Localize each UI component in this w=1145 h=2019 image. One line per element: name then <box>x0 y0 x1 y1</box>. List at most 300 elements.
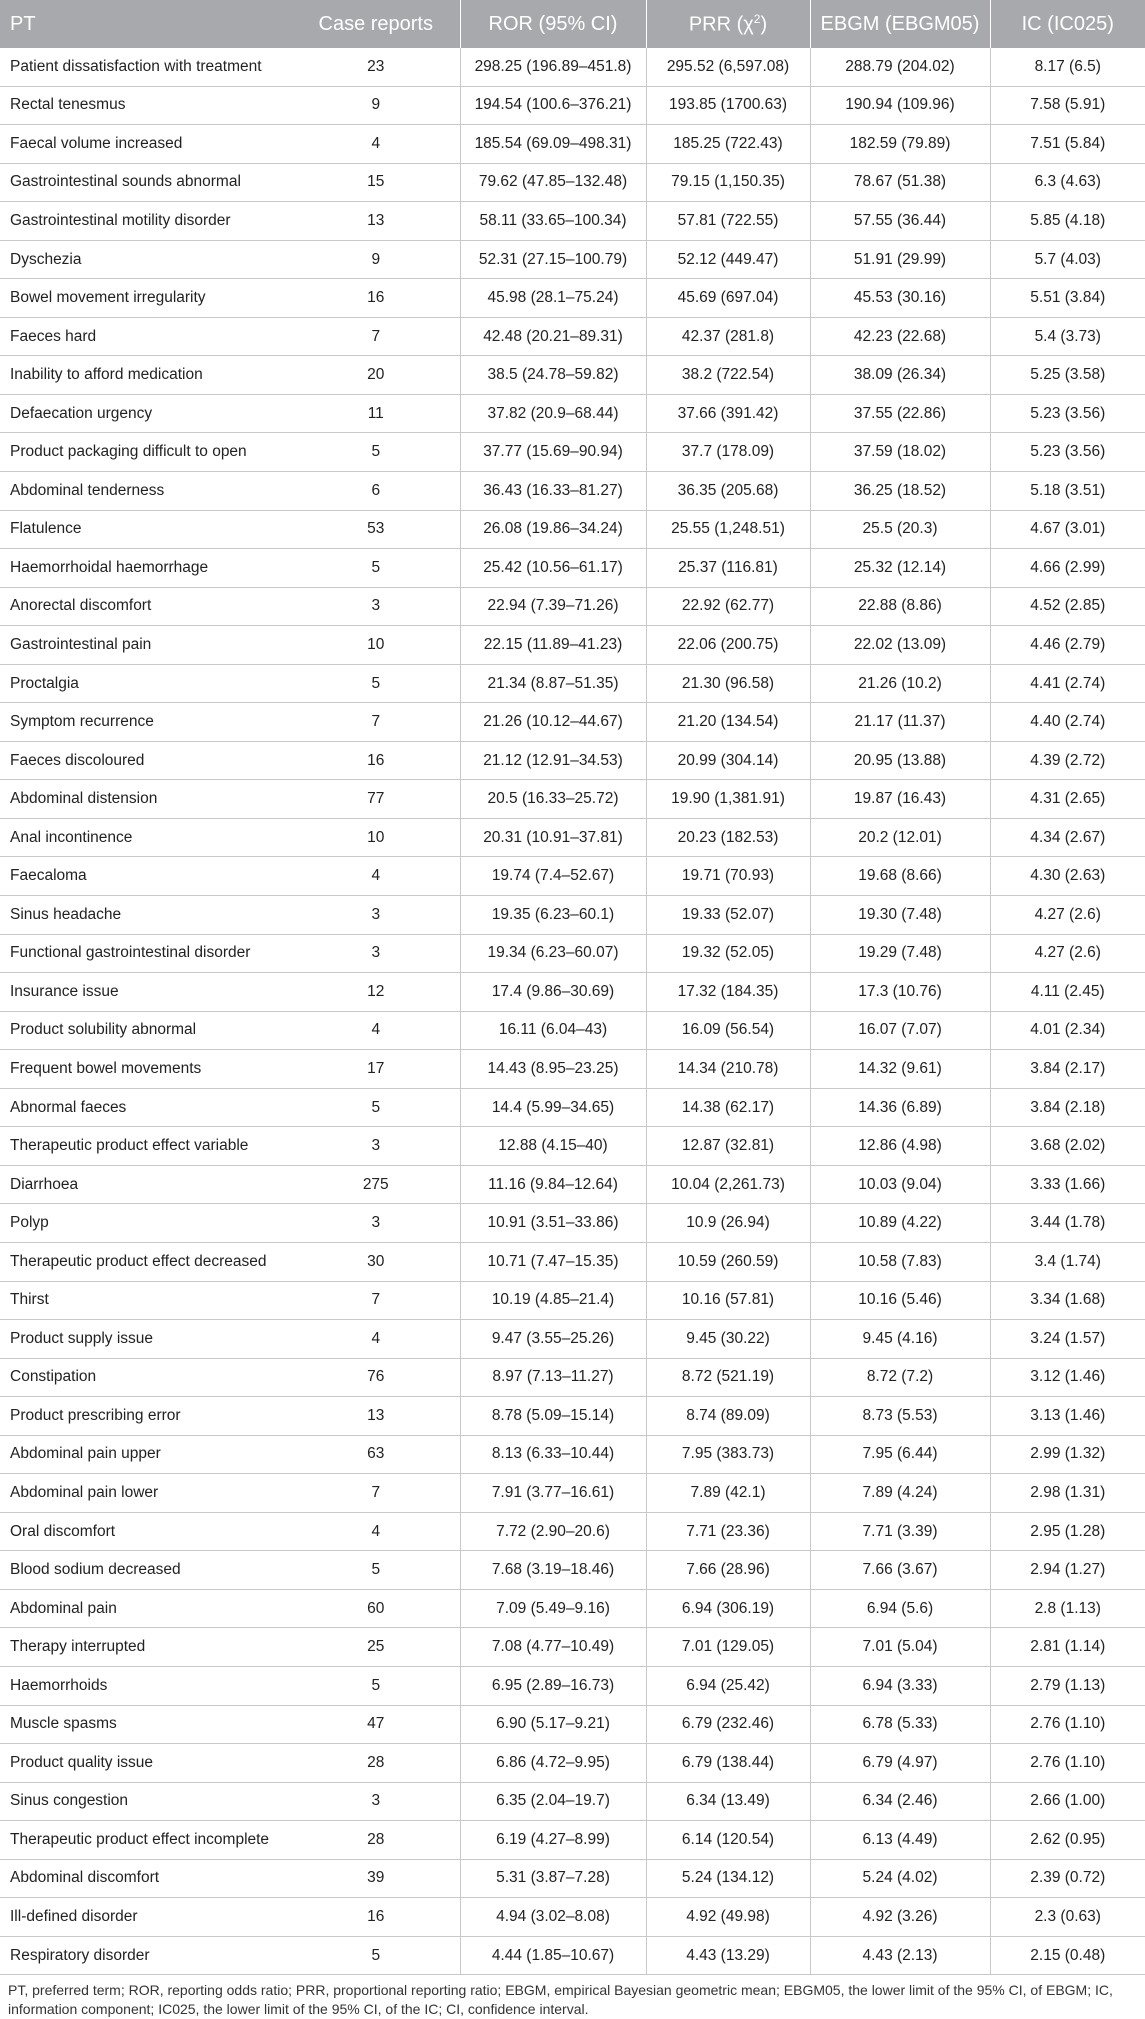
table-row <box>0 1088 1145 1127</box>
ror-cell: 9.47 (3.55–25.26) <box>460 1320 646 1359</box>
prr-cell: 4.92 (49.98) <box>646 1898 810 1937</box>
prr-cell: 20.99 (304.14) <box>646 741 810 780</box>
ebgm-cell: 42.23 (22.68) <box>810 317 990 356</box>
ic-cell: 8.17 (6.5) <box>990 48 1145 86</box>
pt-cell: Faeces discoloured <box>0 741 292 780</box>
prr-cell: 7.01 (129.05) <box>646 1628 810 1667</box>
ic-cell: 4.41 (2.74) <box>990 664 1145 703</box>
ror-cell: 25.42 (10.56–61.17) <box>460 549 646 588</box>
ror-cell: 22.94 (7.39–71.26) <box>460 587 646 626</box>
prr-cell: 193.85 (1700.63) <box>646 86 810 125</box>
case-reports-cell: 16 <box>292 741 460 780</box>
ror-cell: 21.34 (8.87–51.35) <box>460 664 646 703</box>
case-reports-cell: 30 <box>292 1242 460 1281</box>
ic-cell: 2.3 (0.63) <box>990 1898 1145 1937</box>
ebgm-cell: 6.78 (5.33) <box>810 1705 990 1744</box>
ebgm-cell: 12.86 (4.98) <box>810 1127 990 1166</box>
case-reports-cell: 7 <box>292 703 460 742</box>
case-reports-cell: 275 <box>292 1165 460 1204</box>
ic-cell: 5.51 (3.84) <box>990 279 1145 318</box>
pt-cell: Dyschezia <box>0 240 292 279</box>
pt-cell: Gastrointestinal pain <box>0 626 292 665</box>
table-row <box>0 1744 1145 1783</box>
prr-cell: 6.79 (138.44) <box>646 1744 810 1783</box>
case-reports-cell: 4 <box>292 1320 460 1359</box>
ic-cell: 2.76 (1.10) <box>990 1744 1145 1783</box>
pt-cell: Rectal tenesmus <box>0 86 292 125</box>
pt-cell: Patient dissatisfaction with treatment <box>0 48 292 86</box>
ror-cell: 17.4 (9.86–30.69) <box>460 973 646 1012</box>
header-pt: PT <box>0 0 292 48</box>
pt-cell: Symptom recurrence <box>0 703 292 742</box>
ror-cell: 11.16 (9.84–12.64) <box>460 1165 646 1204</box>
case-reports-cell: 10 <box>292 818 460 857</box>
ic-cell: 4.66 (2.99) <box>990 549 1145 588</box>
ebgm-cell: 36.25 (18.52) <box>810 472 990 511</box>
prr-cell: 6.94 (306.19) <box>646 1589 810 1628</box>
table-row <box>0 1397 1145 1436</box>
ebgm-cell: 37.59 (18.02) <box>810 433 990 472</box>
table-row <box>0 279 1145 318</box>
ror-cell: 19.34 (6.23–60.07) <box>460 934 646 973</box>
ebgm-cell: 25.5 (20.3) <box>810 510 990 549</box>
ror-cell: 45.98 (28.1–75.24) <box>460 279 646 318</box>
ebgm-cell: 38.09 (26.34) <box>810 356 990 395</box>
case-reports-cell: 9 <box>292 240 460 279</box>
case-reports-cell: 13 <box>292 202 460 241</box>
case-reports-cell: 4 <box>292 125 460 164</box>
table-row <box>0 86 1145 125</box>
prr-cell: 10.59 (260.59) <box>646 1242 810 1281</box>
case-reports-cell: 53 <box>292 510 460 549</box>
table-row <box>0 1242 1145 1281</box>
header-ror: ROR (95% CI) <box>460 0 646 48</box>
ebgm-cell: 37.55 (22.86) <box>810 394 990 433</box>
ic-cell: 5.18 (3.51) <box>990 472 1145 511</box>
ebgm-cell: 45.53 (30.16) <box>810 279 990 318</box>
pt-cell: Abdominal distension <box>0 780 292 819</box>
table-row <box>0 1435 1145 1474</box>
case-reports-cell: 39 <box>292 1859 460 1898</box>
table-row <box>0 1358 1145 1397</box>
table-row <box>0 1705 1145 1744</box>
ic-cell: 2.95 (1.28) <box>990 1512 1145 1551</box>
table-row <box>0 857 1145 896</box>
table-row <box>0 1898 1145 1937</box>
case-reports-cell: 3 <box>292 1782 460 1821</box>
ror-cell: 6.95 (2.89–16.73) <box>460 1666 646 1705</box>
case-reports-cell: 60 <box>292 1589 460 1628</box>
ebgm-cell: 19.68 (8.66) <box>810 857 990 896</box>
case-reports-cell: 5 <box>292 1666 460 1705</box>
ic-cell: 3.4 (1.74) <box>990 1242 1145 1281</box>
case-reports-cell: 13 <box>292 1397 460 1436</box>
ebgm-cell: 182.59 (79.89) <box>810 125 990 164</box>
case-reports-cell: 3 <box>292 587 460 626</box>
ic-cell: 2.15 (0.48) <box>990 1936 1145 1975</box>
pt-cell: Sinus headache <box>0 896 292 935</box>
table-body <box>0 48 1145 1975</box>
prr-cell: 37.7 (178.09) <box>646 433 810 472</box>
ror-cell: 58.11 (33.65–100.34) <box>460 202 646 241</box>
ebgm-cell: 21.17 (11.37) <box>810 703 990 742</box>
table-row <box>0 1628 1145 1667</box>
table-row <box>0 1666 1145 1705</box>
case-reports-cell: 10 <box>292 626 460 665</box>
ebgm-cell: 7.01 (5.04) <box>810 1628 990 1667</box>
ror-cell: 14.4 (5.99–34.65) <box>460 1088 646 1127</box>
table-row <box>0 202 1145 241</box>
ic-cell: 3.33 (1.66) <box>990 1165 1145 1204</box>
ic-cell: 4.46 (2.79) <box>990 626 1145 665</box>
ic-cell: 7.58 (5.91) <box>990 86 1145 125</box>
case-reports-cell: 20 <box>292 356 460 395</box>
table-row <box>0 1821 1145 1860</box>
ror-cell: 6.86 (4.72–9.95) <box>460 1744 646 1783</box>
ror-cell: 10.71 (7.47–15.35) <box>460 1242 646 1281</box>
ebgm-cell: 10.58 (7.83) <box>810 1242 990 1281</box>
ebgm-cell: 14.32 (9.61) <box>810 1050 990 1089</box>
table-row <box>0 1589 1145 1628</box>
ebgm-cell: 10.16 (5.46) <box>810 1281 990 1320</box>
table-row <box>0 818 1145 857</box>
table-row <box>0 240 1145 279</box>
ebgm-cell: 19.29 (7.48) <box>810 934 990 973</box>
table-row <box>0 356 1145 395</box>
case-reports-cell: 7 <box>292 317 460 356</box>
ic-cell: 4.11 (2.45) <box>990 973 1145 1012</box>
table-row <box>0 1474 1145 1513</box>
prr-cell: 19.90 (1,381.91) <box>646 780 810 819</box>
ebgm-cell: 7.66 (3.67) <box>810 1551 990 1590</box>
ic-cell: 3.84 (2.17) <box>990 1050 1145 1089</box>
pt-cell: Abdominal discomfort <box>0 1859 292 1898</box>
ror-cell: 20.31 (10.91–37.81) <box>460 818 646 857</box>
ebgm-cell: 190.94 (109.96) <box>810 86 990 125</box>
ebgm-cell: 20.95 (13.88) <box>810 741 990 780</box>
case-reports-cell: 47 <box>292 1705 460 1744</box>
table-row <box>0 703 1145 742</box>
table-row <box>0 317 1145 356</box>
ror-cell: 37.77 (15.69–90.94) <box>460 433 646 472</box>
prr-cell: 14.34 (210.78) <box>646 1050 810 1089</box>
ic-cell: 3.44 (1.78) <box>990 1204 1145 1243</box>
pt-cell: Faecaloma <box>0 857 292 896</box>
case-reports-cell: 3 <box>292 934 460 973</box>
pt-cell: Product quality issue <box>0 1744 292 1783</box>
prr-cell: 16.09 (56.54) <box>646 1011 810 1050</box>
case-reports-cell: 4 <box>292 1512 460 1551</box>
ic-cell: 2.62 (0.95) <box>990 1821 1145 1860</box>
ebgm-cell: 22.88 (8.86) <box>810 587 990 626</box>
ic-cell: 4.27 (2.6) <box>990 896 1145 935</box>
ror-cell: 194.54 (100.6–376.21) <box>460 86 646 125</box>
ebgm-cell: 78.67 (51.38) <box>810 163 990 202</box>
table-row <box>0 587 1145 626</box>
table-row <box>0 48 1145 86</box>
ic-cell: 4.01 (2.34) <box>990 1011 1145 1050</box>
ror-cell: 37.82 (20.9–68.44) <box>460 394 646 433</box>
pt-cell: Abdominal tenderness <box>0 472 292 511</box>
prr-cell: 22.92 (62.77) <box>646 587 810 626</box>
ror-cell: 4.44 (1.85–10.67) <box>460 1936 646 1975</box>
ebgm-cell: 19.87 (16.43) <box>810 780 990 819</box>
pt-cell: Faeces hard <box>0 317 292 356</box>
header-prr-suffix: ) <box>760 13 768 36</box>
ror-cell: 7.08 (4.77–10.49) <box>460 1628 646 1667</box>
ror-cell: 7.09 (5.49–9.16) <box>460 1589 646 1628</box>
prr-cell: 57.81 (722.55) <box>646 202 810 241</box>
ebgm-cell: 22.02 (13.09) <box>810 626 990 665</box>
pt-cell: Muscle spasms <box>0 1705 292 1744</box>
case-reports-cell: 25 <box>292 1628 460 1667</box>
prr-cell: 79.15 (1,150.35) <box>646 163 810 202</box>
ror-cell: 19.35 (6.23–60.1) <box>460 896 646 935</box>
ror-cell: 10.19 (4.85–21.4) <box>460 1281 646 1320</box>
ror-cell: 21.12 (12.91–34.53) <box>460 741 646 780</box>
case-reports-cell: 23 <box>292 48 460 86</box>
ror-cell: 8.78 (5.09–15.14) <box>460 1397 646 1436</box>
table-row <box>0 510 1145 549</box>
ebgm-cell: 6.94 (3.33) <box>810 1666 990 1705</box>
ic-cell: 3.24 (1.57) <box>990 1320 1145 1359</box>
ror-cell: 5.31 (3.87–7.28) <box>460 1859 646 1898</box>
case-reports-cell: 15 <box>292 163 460 202</box>
ebgm-cell: 20.2 (12.01) <box>810 818 990 857</box>
header-ebgm: EBGM (EBGM05) <box>810 0 990 48</box>
pt-cell: Respiratory disorder <box>0 1936 292 1975</box>
pt-cell: Thirst <box>0 1281 292 1320</box>
ebgm-cell: 6.94 (5.6) <box>810 1589 990 1628</box>
case-reports-cell: 16 <box>292 1898 460 1937</box>
case-reports-cell: 63 <box>292 1435 460 1474</box>
ror-cell: 6.19 (4.27–8.99) <box>460 1821 646 1860</box>
ebgm-cell: 6.79 (4.97) <box>810 1744 990 1783</box>
prr-cell: 7.89 (42.1) <box>646 1474 810 1513</box>
ic-cell: 4.39 (2.72) <box>990 741 1145 780</box>
pt-cell: Abdominal pain <box>0 1589 292 1628</box>
ic-cell: 3.34 (1.68) <box>990 1281 1145 1320</box>
prr-cell: 20.23 (182.53) <box>646 818 810 857</box>
ror-cell: 42.48 (20.21–89.31) <box>460 317 646 356</box>
pt-cell: Therapeutic product effect incomplete <box>0 1821 292 1860</box>
table-row <box>0 1127 1145 1166</box>
pt-cell: Constipation <box>0 1358 292 1397</box>
pt-cell: Therapy interrupted <box>0 1628 292 1667</box>
pt-cell: Product prescribing error <box>0 1397 292 1436</box>
pt-cell: Anorectal discomfort <box>0 587 292 626</box>
pt-cell: Bowel movement irregularity <box>0 279 292 318</box>
case-reports-cell: 7 <box>292 1474 460 1513</box>
pt-cell: Insurance issue <box>0 973 292 1012</box>
ebgm-cell: 16.07 (7.07) <box>810 1011 990 1050</box>
table-row <box>0 934 1145 973</box>
ebgm-cell: 10.03 (9.04) <box>810 1165 990 1204</box>
ror-cell: 8.13 (6.33–10.44) <box>460 1435 646 1474</box>
table-row <box>0 549 1145 588</box>
ic-cell: 2.99 (1.32) <box>990 1435 1145 1474</box>
ebgm-cell: 9.45 (4.16) <box>810 1320 990 1359</box>
ic-cell: 3.12 (1.46) <box>990 1358 1145 1397</box>
ror-cell: 185.54 (69.09–498.31) <box>460 125 646 164</box>
ic-cell: 3.13 (1.46) <box>990 1397 1145 1436</box>
ebgm-cell: 19.30 (7.48) <box>810 896 990 935</box>
ic-cell: 4.27 (2.6) <box>990 934 1145 973</box>
prr-cell: 295.52 (6,597.08) <box>646 48 810 86</box>
table-row <box>0 1320 1145 1359</box>
table-row <box>0 433 1145 472</box>
prr-cell: 6.14 (120.54) <box>646 1821 810 1860</box>
prr-cell: 19.32 (52.05) <box>646 934 810 973</box>
ic-cell: 2.81 (1.14) <box>990 1628 1145 1667</box>
case-reports-cell: 5 <box>292 664 460 703</box>
ic-cell: 5.25 (3.58) <box>990 356 1145 395</box>
case-reports-cell: 12 <box>292 973 460 1012</box>
pt-cell: Product packaging difficult to open <box>0 433 292 472</box>
ic-cell: 2.8 (1.13) <box>990 1589 1145 1628</box>
ebgm-cell: 21.26 (10.2) <box>810 664 990 703</box>
ror-cell: 12.88 (4.15–40) <box>460 1127 646 1166</box>
prr-cell: 45.69 (697.04) <box>646 279 810 318</box>
pt-cell: Inability to afford medication <box>0 356 292 395</box>
table-row <box>0 1165 1145 1204</box>
ic-cell: 2.76 (1.10) <box>990 1705 1145 1744</box>
ebgm-cell: 288.79 (204.02) <box>810 48 990 86</box>
prr-cell: 4.43 (13.29) <box>646 1936 810 1975</box>
ror-cell: 19.74 (7.4–52.67) <box>460 857 646 896</box>
prr-cell: 42.37 (281.8) <box>646 317 810 356</box>
prr-cell: 7.95 (383.73) <box>646 1435 810 1474</box>
case-reports-cell: 4 <box>292 1011 460 1050</box>
table-row <box>0 1512 1145 1551</box>
prr-cell: 7.71 (23.36) <box>646 1512 810 1551</box>
ebgm-cell: 7.71 (3.39) <box>810 1512 990 1551</box>
pt-cell: Haemorrhoids <box>0 1666 292 1705</box>
ic-cell: 7.51 (5.84) <box>990 125 1145 164</box>
case-reports-cell: 5 <box>292 1551 460 1590</box>
ic-cell: 4.34 (2.67) <box>990 818 1145 857</box>
pt-cell: Gastrointestinal sounds abnormal <box>0 163 292 202</box>
table-row <box>0 1011 1145 1050</box>
ebgm-cell: 6.34 (2.46) <box>810 1782 990 1821</box>
case-reports-cell: 3 <box>292 1204 460 1243</box>
ebgm-cell: 7.89 (4.24) <box>810 1474 990 1513</box>
case-reports-cell: 11 <box>292 394 460 433</box>
prr-cell: 22.06 (200.75) <box>646 626 810 665</box>
ror-cell: 10.91 (3.51–33.86) <box>460 1204 646 1243</box>
pt-cell: Ill-defined disorder <box>0 1898 292 1937</box>
ic-cell: 2.39 (0.72) <box>990 1859 1145 1898</box>
case-reports-cell: 3 <box>292 1127 460 1166</box>
ror-cell: 6.90 (5.17–9.21) <box>460 1705 646 1744</box>
prr-cell: 21.20 (134.54) <box>646 703 810 742</box>
table-row <box>0 780 1145 819</box>
ebgm-cell: 4.92 (3.26) <box>810 1898 990 1937</box>
case-reports-cell: 17 <box>292 1050 460 1089</box>
header-prr-prefix: PRR (χ <box>688 13 754 36</box>
ror-cell: 36.43 (16.33–81.27) <box>460 472 646 511</box>
table-row <box>0 125 1145 164</box>
prr-cell: 6.94 (25.42) <box>646 1666 810 1705</box>
pt-cell: Haemorrhoidal haemorrhage <box>0 549 292 588</box>
case-reports-cell: 4 <box>292 857 460 896</box>
prr-cell: 6.79 (232.46) <box>646 1705 810 1744</box>
header-prr-superscript: 2 <box>753 11 761 26</box>
case-reports-cell: 76 <box>292 1358 460 1397</box>
table-footnote: PT, preferred term; ROR, reporting odds ratio; PRR, proportional reporting ratio; EBGM, empirical Bayesian geometric mean; EBGM05, the lower limit of the 95% CI, of EBGM; IC, information component; IC025, the lower limit of the 95% CI, of the IC; CI, confidence interval. <box>8 1982 1113 2018</box>
table-row <box>0 394 1145 433</box>
pt-cell: Polyp <box>0 1204 292 1243</box>
ror-cell: 38.5 (24.78–59.82) <box>460 356 646 395</box>
ror-cell: 8.97 (7.13–11.27) <box>460 1358 646 1397</box>
pt-cell: Sinus congestion <box>0 1782 292 1821</box>
case-reports-cell: 28 <box>292 1744 460 1783</box>
ic-cell: 3.84 (2.18) <box>990 1088 1145 1127</box>
table-row <box>0 626 1145 665</box>
ebgm-cell: 17.3 (10.76) <box>810 973 990 1012</box>
ror-cell: 6.35 (2.04–19.7) <box>460 1782 646 1821</box>
pt-cell: Therapeutic product effect variable <box>0 1127 292 1166</box>
ebgm-cell: 25.32 (12.14) <box>810 549 990 588</box>
prr-cell: 36.35 (205.68) <box>646 472 810 511</box>
pt-cell: Blood sodium decreased <box>0 1551 292 1590</box>
table-row <box>0 1050 1145 1089</box>
ebgm-cell: 8.73 (5.53) <box>810 1397 990 1436</box>
pt-cell: Abnormal faeces <box>0 1088 292 1127</box>
ror-cell: 7.91 (3.77–16.61) <box>460 1474 646 1513</box>
table-row <box>0 973 1145 1012</box>
prr-cell: 12.87 (32.81) <box>646 1127 810 1166</box>
prr-cell: 17.32 (184.35) <box>646 973 810 1012</box>
pt-cell: Abdominal pain upper <box>0 1435 292 1474</box>
ebgm-cell: 8.72 (7.2) <box>810 1358 990 1397</box>
ror-cell: 16.11 (6.04–43) <box>460 1011 646 1050</box>
table-row <box>0 1204 1145 1243</box>
ror-cell: 22.15 (11.89–41.23) <box>460 626 646 665</box>
ic-cell: 6.3 (4.63) <box>990 163 1145 202</box>
prr-cell: 10.16 (57.81) <box>646 1281 810 1320</box>
prr-cell: 37.66 (391.42) <box>646 394 810 433</box>
prr-cell: 38.2 (722.54) <box>646 356 810 395</box>
ic-cell: 4.40 (2.74) <box>990 703 1145 742</box>
case-reports-cell: 6 <box>292 472 460 511</box>
case-reports-cell: 9 <box>292 86 460 125</box>
prr-cell: 8.72 (521.19) <box>646 1358 810 1397</box>
case-reports-cell: 7 <box>292 1281 460 1320</box>
pt-cell: Functional gastrointestinal disorder <box>0 934 292 973</box>
case-reports-cell: 5 <box>292 1088 460 1127</box>
table-row <box>0 1936 1145 1975</box>
prr-cell: 8.74 (89.09) <box>646 1397 810 1436</box>
pt-cell: Flatulence <box>0 510 292 549</box>
prr-cell: 19.71 (70.93) <box>646 857 810 896</box>
ic-cell: 5.23 (3.56) <box>990 394 1145 433</box>
ror-cell: 26.08 (19.86–34.24) <box>460 510 646 549</box>
pt-cell: Product supply issue <box>0 1320 292 1359</box>
table-row <box>0 1782 1145 1821</box>
prr-cell: 5.24 (134.12) <box>646 1859 810 1898</box>
ror-cell: 298.25 (196.89–451.8) <box>460 48 646 86</box>
prr-cell: 6.34 (13.49) <box>646 1782 810 1821</box>
ebgm-cell: 10.89 (4.22) <box>810 1204 990 1243</box>
prr-cell: 9.45 (30.22) <box>646 1320 810 1359</box>
ror-cell: 7.68 (3.19–18.46) <box>460 1551 646 1590</box>
pt-cell: Diarrhoea <box>0 1165 292 1204</box>
header-ic: IC (IC025) <box>990 0 1145 48</box>
ic-cell: 5.7 (4.03) <box>990 240 1145 279</box>
table-row <box>0 741 1145 780</box>
ebgm-cell: 5.24 (4.02) <box>810 1859 990 1898</box>
